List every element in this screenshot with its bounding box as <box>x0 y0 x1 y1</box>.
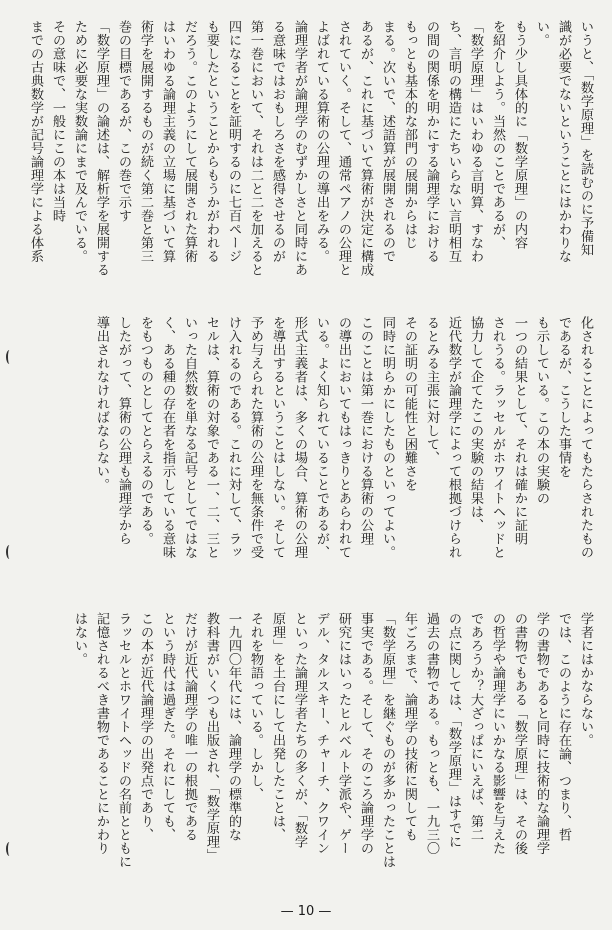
text-line: 予め与えられた算術の公理を無条件で受 <box>248 316 263 559</box>
text-line: その証明の可能性と困難さを <box>402 316 417 492</box>
text-line: け入れるのである。これに対して、ラッ <box>226 316 241 559</box>
text-line: 「数学原理」の論述は、解析学を展開する <box>94 20 109 277</box>
text-line: もっとも基本的な部門の展開からはじ <box>402 20 417 250</box>
text-line: も要したということからもうかがわれる <box>204 20 219 263</box>
text-line: 過去の書物である。もっとも、一九三〇 <box>424 612 439 855</box>
text-line: ち、言明の構造にたちいらない言明相互 <box>446 20 461 263</box>
text-block-middle <box>16 316 596 602</box>
text-line: はいわゆる論理主義の立場に基づいて算 <box>160 20 175 263</box>
text-line: 事実である。そして、そのころ論理学の <box>358 612 373 855</box>
text-line: だけが近代論理学の唯一の根拠である <box>182 612 197 842</box>
text-line: 原理」を土台にして出発したことは、 <box>270 612 285 842</box>
text-line: したがって、算術の公理も論理学から <box>116 316 131 546</box>
text-line: 術学を展開するものが続く第二巻と第三 <box>138 20 153 263</box>
bracket-mark <box>6 842 13 856</box>
text-line: 研究にはいったヒルベルト学派や、ゲー <box>336 612 351 855</box>
text-line: 論理学者が論理学のむずかしさと同時にあ <box>292 20 307 277</box>
text-block-bottom <box>16 612 596 898</box>
text-line: 四になることを証明するのに七百ページ <box>226 20 241 263</box>
bracket-mark <box>6 545 13 559</box>
text-line: を導出するということはしない。そして <box>270 316 285 559</box>
text-line: では、このように存在論、つまり、哲 <box>556 612 571 842</box>
text-line: もう少し具体的に「数学原理」の内容 <box>512 20 527 250</box>
text-line: 識が必要でないということにはかわりな <box>556 20 571 263</box>
text-line: る意味ではおもしろさを感得させるのが <box>270 20 285 263</box>
text-line: の導出においてもはっきりとあらわれて <box>336 316 351 559</box>
text-line: それを物語っている。しかし、 <box>248 612 263 801</box>
text-line: この本が近代論理学の出発点であり、 <box>138 612 153 842</box>
text-line: までの古典数学が記号論理学による体系 <box>28 20 43 263</box>
text-line: く、ある種の存在者を指示している意味 <box>160 316 175 559</box>
text-line: 化されることによってもたらされたもの <box>578 316 593 559</box>
text-line: 同時に明らかにしたものといってよい。 <box>380 316 395 559</box>
page-number: — 10 — <box>280 904 332 919</box>
text-line: い。 <box>534 20 549 47</box>
text-line: 一九四〇年代には、論理学の標準的な <box>226 612 241 842</box>
text-line: 記憶されるべき書物であることにかわり <box>94 612 109 855</box>
text-line: 学の書物であると同時に技術的な論理学 <box>534 612 549 855</box>
text-line: はない。 <box>72 612 87 666</box>
text-line: だろう。このようにして展開された算術 <box>182 20 197 263</box>
text-line: の間の関係を明かにする論理学における <box>424 20 439 263</box>
text-line: 導出されなければならない。 <box>94 316 109 492</box>
text-line: まる。次いで、述語算が展開されるので <box>380 20 395 263</box>
text-line: 教科書がいくつも出版され、「数学原理」 <box>204 612 219 862</box>
text-line: という時代は過ぎた。それにしても、 <box>160 612 175 842</box>
text-line: されていく。そして、通常ペアノの公理と <box>336 20 351 277</box>
text-line: の書物でもある「数学原理」は、その後 <box>512 612 527 855</box>
text-line: 協力して企てたこの実験の結果は、 <box>468 316 483 532</box>
bracket-mark <box>6 350 13 364</box>
text-line: 「数学原理」はいわゆる言明算、すなわ <box>468 20 483 263</box>
text-line: いうと、「数学原理」を読むのに予備知 <box>578 20 593 257</box>
text-line: ために必要な実数論にまで及んでいる。 <box>72 20 87 263</box>
text-line: の哲学や論理学にいかなる影響を与えた <box>490 612 505 855</box>
text-line: ラッセルとホワイトヘッドの名前とともに <box>116 612 131 869</box>
text-line: るとみる主張に対して、 <box>424 316 439 465</box>
text-line: 一つの結果として、それは確かに証明 <box>512 316 527 546</box>
text-line: をもつものとしてとらえるのである。 <box>138 316 153 546</box>
text-line: されうる。ラッセルがホワイトヘッドと <box>490 316 505 559</box>
text-block-top <box>16 20 596 306</box>
text-line: このことは第一巻における算術の公理 <box>358 316 373 546</box>
text-line: を紹介しよう。当然のことであるが、 <box>490 20 505 250</box>
text-line: よばれている算術の公理の導出をみる。 <box>314 20 329 263</box>
text-line: いった自然数を単なる記号としてではな <box>182 316 197 559</box>
text-line: 年ごろまで、論理学の技術に関しても <box>402 612 417 842</box>
text-line: の点に関しては、「数学原理」はすでに <box>446 612 461 849</box>
text-line: 第一巻において、それは二と二を加えると <box>248 20 263 277</box>
text-line: 巻の目標であるが、この巻で示す <box>116 20 131 223</box>
text-line: であるが、こうした事情を <box>556 316 571 478</box>
text-line: も示している。この本の実験の <box>534 316 549 505</box>
text-line: といった論理学者たちの多くが、「数学 <box>292 612 307 849</box>
text-line: 学者にはかならない。 <box>578 612 593 747</box>
text-line: セルは、算術の対象である一、二、三と <box>204 316 219 559</box>
text-line: その意味で、一般にこの本は当時 <box>50 20 65 223</box>
text-line: 形式主義者は、多くの場合、算術の公理 <box>292 316 307 559</box>
text-line: であろうか？大ざっぱにいえば、第二 <box>468 612 483 842</box>
text-line: あるが、これに基づいて算術が決定に構成 <box>358 20 373 277</box>
text-line: いる。よく知られていることであるが、 <box>314 316 329 559</box>
text-line: 近代数学が論理学によって根拠づけられ <box>446 316 461 559</box>
text-line: デル、タルスキー、チャーチ、クワイン <box>314 612 329 855</box>
text-line: 「数学原理」を継ぐものが多かったことは <box>380 612 395 869</box>
